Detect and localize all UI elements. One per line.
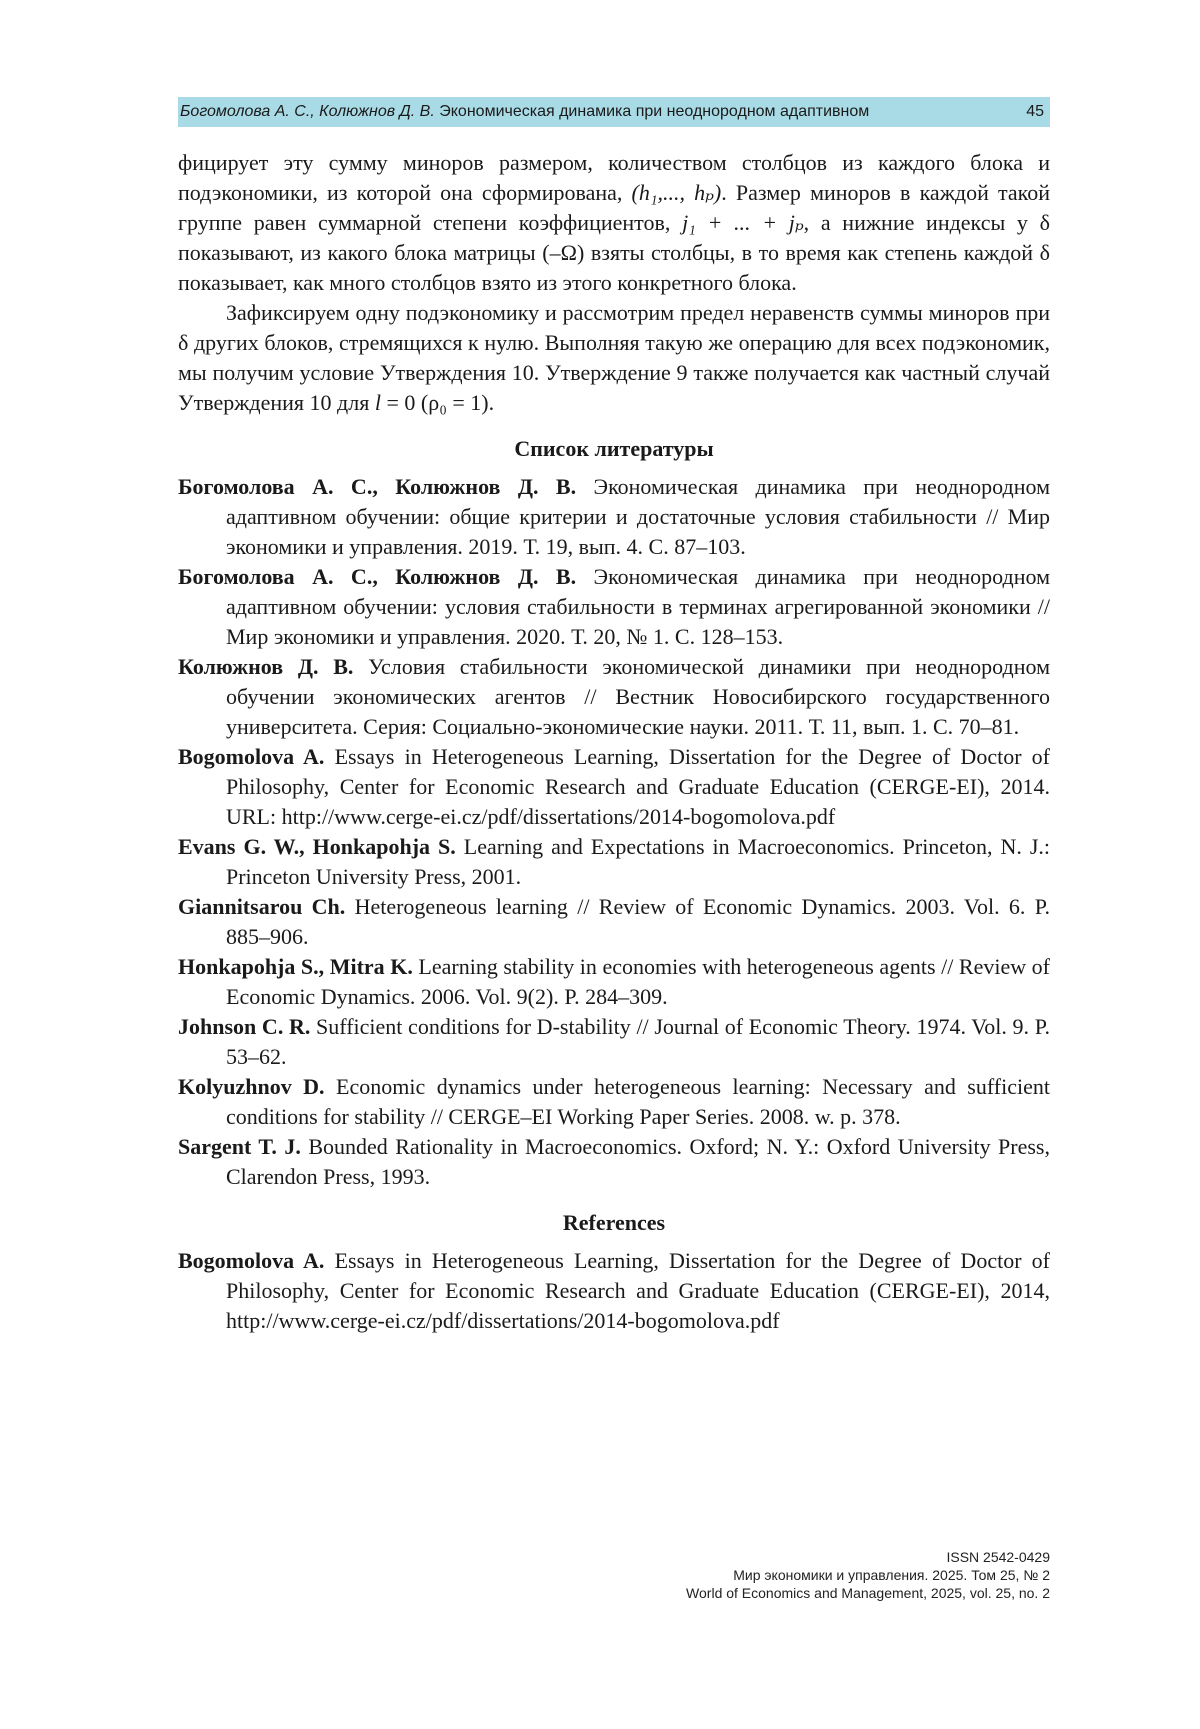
literature-list <box>178 472 1050 1192</box>
reference-authors: Sargent T. J. <box>178 1134 301 1159</box>
reference-text: Heterogeneous learning // Review of Economic Dynamics. 2003. Vol. 6. P. 885–906. <box>226 894 1050 949</box>
reference-item <box>178 652 1050 742</box>
reference-authors: Bogomolova A. <box>178 1248 325 1273</box>
reference-item <box>178 1072 1050 1132</box>
paragraph-text: Зафиксируем одну подэкономику и рассмотрим предел неравенств суммы миноров при δ других блоков, стремящихся к нулю. Выполняя такую же операцию для всех подэкономик, мы получим условие Утверждения 10. Утверждение 9 также получается как частный случай Утверждения 10 для <box>178 300 1050 415</box>
page-content <box>178 148 1050 1336</box>
references-list <box>178 1246 1050 1336</box>
footer-journal-ru: Мир экономики и управления. 2025. Том 25, № 2 <box>733 1567 1050 1583</box>
paragraph-text: , а нижние индексы у δ показывают, из какого блока матрицы (–Ω) взяты столбцы, в то время как степень каждой δ показывает, как много столбцов взято из этого конкретного блока. <box>178 210 1050 295</box>
reference-item <box>178 562 1050 652</box>
reference-text: Экономическая динамика при неоднородном адаптивном обучении: условия стабильности в терминах агрегированной экономики // Мир экономики и управления. 2020. Т. 20, № 1. С. 128–153. <box>226 564 1050 649</box>
reference-text: Bounded Rationality in Macroeconomics. Oxford; N. Y.: Oxford University Press, Clarendon Press, 1993. <box>226 1134 1050 1189</box>
reference-authors: Johnson C. R. <box>178 1014 311 1039</box>
reference-authors: Bogomolova A. <box>178 744 325 769</box>
reference-authors: Kolyuzhnov D. <box>178 1074 325 1099</box>
reference-text: Essays in Heterogeneous Learning, Dissertation for the Degree of Doctor of Philosophy, Center for Economic Research and Graduate Education (CERGE-EI), 2014. URL: http://www.cerge-ei.cz/pdf/dissertations/2014-bogomolova.pdf <box>226 744 1050 829</box>
reference-text: Essays in Heterogeneous Learning, Dissertation for the Degree of Doctor of Philosophy, Center for Economic Research and Graduate Education (CERGE-EI), 2014, http://www.cerge-ei.cz/pdf/dissertations/2014-bogomolova.pdf <box>226 1248 1050 1333</box>
reference-text: Learning and Expectations in Macroeconomics. Princeton, N. J.: Princeton University Press, 2001. <box>226 834 1051 889</box>
reference-item <box>178 742 1050 832</box>
math-expression: l <box>374 390 381 415</box>
reference-authors: Колюжнов Д. В. <box>178 654 354 679</box>
reference-authors: Honkapohja S., Mitra K. <box>178 954 413 979</box>
paragraph-text: = 0 <box>380 390 421 415</box>
reference-authors: Богомолова А. С., Колюжнов Д. В. <box>178 474 577 499</box>
header-authors: Богомолова А. С., Колюжнов Д. В. <box>180 103 435 120</box>
header-text <box>180 103 869 121</box>
paragraph-2 <box>178 298 1050 418</box>
footer-issn: ISSN 2542-0429 <box>946 1549 1050 1565</box>
paragraph-text: фицирует эту сумму миноров размером, количеством столбцов из каждого блока и подэкономики, из которой она сформирована, <box>178 150 1050 205</box>
paragraph-text: . Размер миноров в каждой такой группе равен суммарной степени коэффициентов, <box>178 180 1050 235</box>
math-expression: j₁ + ... + jₚ <box>682 210 804 235</box>
literature-title: Список литературы <box>514 436 714 461</box>
page-footer <box>450 1548 1050 1602</box>
math-expression: (h₁,..., hₚ) <box>631 180 722 205</box>
reference-item <box>178 832 1050 892</box>
reference-item <box>178 472 1050 562</box>
reference-text: Экономическая динамика при неоднородном адаптивном обучении: общие критерии и достаточные условия стабильности // Мир экономики и управления. 2019. Т. 19, вып. 4. С. 87–103. <box>226 474 1050 559</box>
page-number: 45 <box>1026 103 1044 120</box>
reference-text: Economic dynamics under heterogeneous learning: Necessary and sufficient conditions for stability // CERGE–EI Working Paper Series. 2008. w. p. 378. <box>226 1074 1050 1129</box>
math-expression: (ρ₀ = 1). <box>420 390 495 415</box>
reference-item <box>178 892 1050 952</box>
reference-authors: Богомолова А. С., Колюжнов Д. В. <box>178 564 577 589</box>
footer-journal-en: World of Economics and Management, 2025, vol. 25, no. 2 <box>686 1585 1050 1601</box>
reference-item <box>178 952 1050 1012</box>
reference-item <box>178 1012 1050 1072</box>
reference-text: Learning stability in economies with heterogeneous agents // Review of Economic Dynamics. 2006. Vol. 9(2). P. 284–309. <box>226 954 1050 1009</box>
reference-text: Sufficient conditions for D-stability // Journal of Economic Theory. 1974. Vol. 9. P. 53–62. <box>226 1014 1050 1069</box>
reference-authors: Giannitsarou Ch. <box>178 894 346 919</box>
header-title: Экономическая динамика при неоднородном адаптивном <box>439 103 870 120</box>
reference-authors: Evans G. W., Honkapohja S. <box>178 834 456 859</box>
references-title: References <box>562 1210 666 1235</box>
reference-item <box>178 1132 1050 1192</box>
reference-text: Условия стабильности экономической динамики при неоднородном обучении экономических агентов // Вестник Новосибирского государственного университета. Серия: Социально-экономические науки. 2011. Т. 11, вып. 1. С. 70–81. <box>226 654 1050 739</box>
paragraph-1 <box>178 148 1050 298</box>
reference-item <box>178 1246 1050 1336</box>
running-header <box>178 97 1050 127</box>
